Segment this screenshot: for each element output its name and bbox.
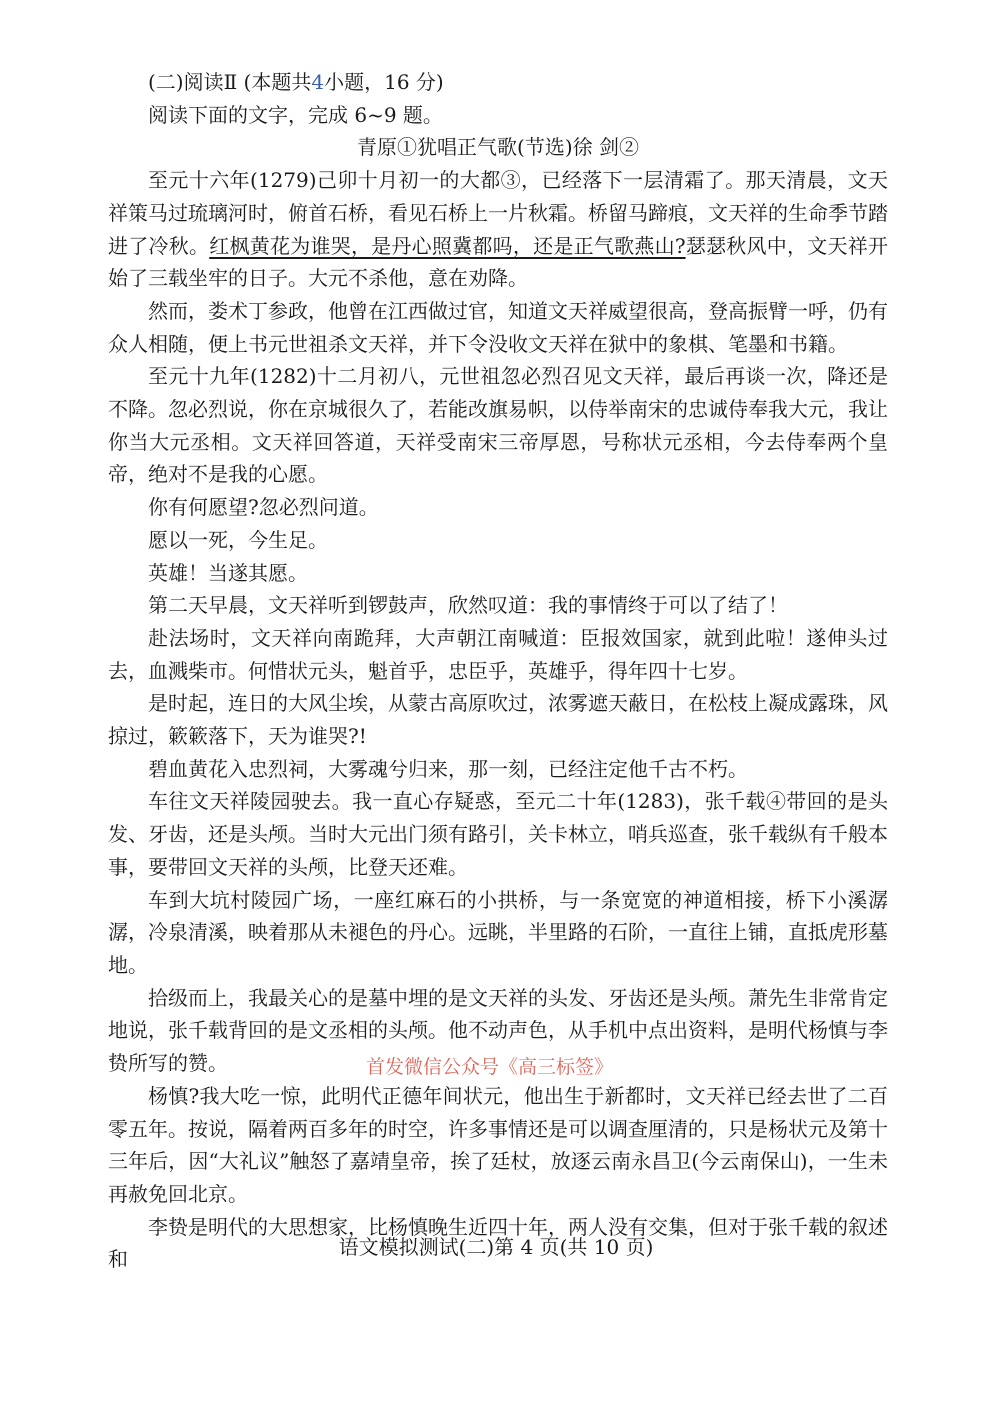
page-footer: 语文模拟测试(二)第 4 页(共 10 页) xyxy=(338,1235,654,1259)
section-heading xyxy=(108,66,888,99)
paragraph-6: 英雄！当遂其愿。 xyxy=(148,560,308,585)
paragraph-10: 碧血黄花入忠烈祠，大雾魂兮归来，那一刻，已经注定他千古不朽。 xyxy=(148,756,748,781)
paragraph-12: 车到大坑村陵园广场，一座红麻石的小拱桥，与一条宽宽的神道相接，桥下小溪潺潺，冷泉清溪，映着那从未褪色的丹心。远眺，半里路的石阶，一直往上铺，直抵虎形墓地。 xyxy=(108,887,888,977)
paragraph-8: 赴法场时，文天祥向南跪拜，大声朝江南喊道：臣报效国家，就到此啦！遂伸头过去，血溅柴市。何惜状元头，魁首乎，忠臣乎，英雄乎，得年四十七岁。 xyxy=(108,625,888,683)
paragraph-15: 李贽是明代的大思想家，比杨慎晚生近四十年，两人没有交集，但对于张千载的叙述和 xyxy=(108,1214,888,1272)
paragraph-3: 至元十九年(1282)十二月初八，元世祖忽必烈召见文天祥，最后再谈一次，降还是不降。忽必烈说，你在京城很久了，若能改旗易帜，以侍举南宋的忠诚侍奉我大元，我让你当大元丞相。文天祥回答道，天祥受南宋三帝厚恩，号称状元丞相，今去侍奉两个皇帝，绝对不是我的心愿。 xyxy=(108,364,888,487)
paragraph-13: 拾级而上，我最关心的是墓中埋的是文天祥的头发、牙齿还是头颅。萧先生非常肯定地说，张千载背回的是文丞相的头颅。他不动声色，从手机中点出资料，是明代杨慎与李贽所写的赞。 xyxy=(108,985,888,1076)
paragraph-9: 是时起，连日的大风尘埃，从蒙古高原吹过，浓雾遮天蔽日，在松枝上凝成露珠，风掠过，簌簌落下，天为谁哭?! xyxy=(108,691,888,749)
paragraph-1: 至元十六年(1279)己卯十月初一的大都③，已经落下一层清霜了。那天清晨，文天祥策马过琉璃河时，俯首石桥，看见石桥上一片秋霜。桥留马蹄痕，文天祥的生命季节踏进了冷秋。红枫黄花为谁哭，是丹心照冀都吗，还是正气歌燕山?瑟瑟秋风中，文天祥开始了三载坐牢的日子。大元不杀他，意在劝降。 xyxy=(108,168,889,291)
watermark-text: 首发微信公众号《高三标签》 xyxy=(366,1056,614,1078)
paragraph-14: 杨慎?我大吃一惊，此明代正德年间状元，他出生于新都时，文天祥已经去世了二百零五年。按说，隔着两百多年的时空，许多事情还是可以调查厘清的，只是杨状元及第十三年后，因“大礼议”触怒了嘉靖皇帝，挨了廷杖，放逐云南永昌卫(今云南保山)，一生未再赦免回北京。 xyxy=(108,1083,888,1206)
reading-section xyxy=(108,66,888,1276)
heading-question-count: 4 xyxy=(311,70,325,94)
paragraph-5: 愿以一死，今生足。 xyxy=(148,527,328,552)
paragraph-4: 你有何愿望?忽必烈问道。 xyxy=(148,495,379,520)
heading-score: 小题，16 分) xyxy=(324,70,444,94)
underlined-sentence: 红枫黄花为谁哭，是丹心照冀都吗，还是正气歌燕山? xyxy=(209,233,686,258)
paragraph-7: 第二天早晨，文天祥听到锣鼓声，欣然叹道：我的事情终于可以了结了！ xyxy=(148,593,788,618)
heading-text: (二)阅读Ⅱ (本题共 xyxy=(148,70,312,94)
paragraph-2: 然而，娄术丁参政，他曾在江西做过官，知道文天祥威望很高，登高振臂一呼，仍有众人相随，便上书元世祖杀文天祥，并下令没收文天祥在狱中的象棋、笔墨和书籍。 xyxy=(108,298,888,356)
paragraph-11: 车往文天祥陵园驶去。我一直心存疑惑，至元二十年(1283)，张千载④带回的是头发、牙齿，还是头颅。当时大元出门须有路引，关卡林立，哨兵巡查，张千载纵有千般本事，要带回文天祥的头颅，比登天还难。 xyxy=(108,789,888,879)
section-instruction: 阅读下面的文字，完成 6~9 题。 xyxy=(148,102,443,127)
article-title: 青原①犹唱正气歌(节选)徐 剑② xyxy=(357,135,639,160)
